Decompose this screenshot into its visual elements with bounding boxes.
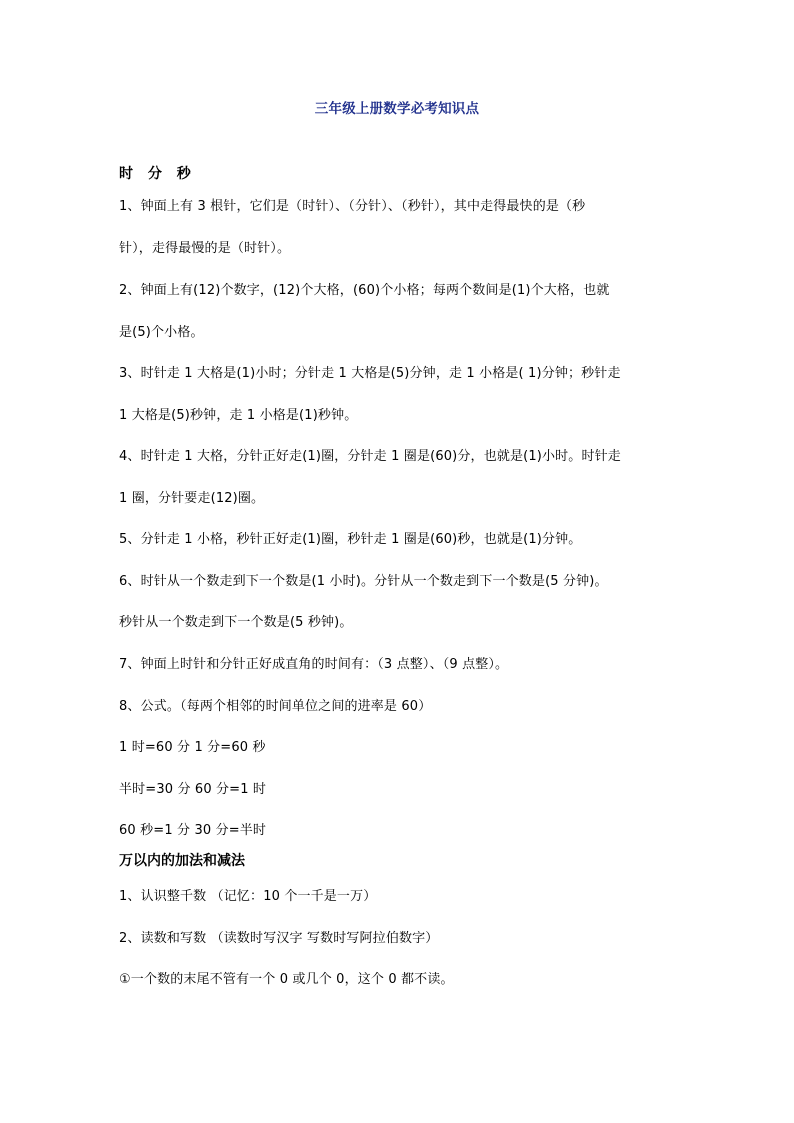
paragraph-line: 秒针从一个数走到下一个数是(5 秒钟)。 — [119, 615, 353, 630]
formula-line: 半时=30 分 60 分=1 时 — [119, 782, 267, 797]
paragraph-line: 7、钟面上时针和分针正好成直角的时间有：（3 点整）、（9 点整）。 — [119, 657, 509, 672]
document-title: 三年级上册数学必考知识点 — [314, 101, 480, 117]
formula-line: 60 秒=1 分 30 分=半时 — [119, 823, 267, 838]
section-heading-time: 时 分 秒 — [119, 166, 196, 182]
paragraph-line: 6、时针从一个数走到下一个数是(1 小时)。分针从一个数走到下一个数是(5 分钟)。 — [119, 574, 608, 589]
paragraph-line: 2、钟面上有(12)个数字，(12)个大格，(60)个小格；每两个数间是(1)个大格，也就 — [119, 283, 610, 298]
paragraph-line: 针），走得最慢的是（时针）。 — [119, 241, 291, 256]
paragraph-line: 是(5)个小格。 — [119, 325, 204, 340]
formula-line: 1 时=60 分 1 分=60 秒 — [119, 740, 266, 755]
paragraph-line: 1、认识整千数 （记忆：10 个一千是一万） — [119, 889, 377, 904]
paragraph-line: 5、分针走 1 小格，秒针正好走(1)圈，秒针走 1 圈是(60)秒，也就是(1)分钟。 — [119, 532, 582, 547]
section-heading-addition-subtraction: 万以内的加法和减法 — [119, 853, 245, 869]
paragraph-line: 3、时针走 1 大格是(1)小时；分针走 1 大格是(5)分钟，走 1 小格是( 1)分钟；秒针走 — [119, 366, 621, 381]
paragraph-line: 1、钟面上有 3 根针，它们是（时针）、（分针）、（秒针），其中走得最快的是（秒 — [119, 199, 586, 214]
paragraph-line: ①一个数的末尾不管有一个 0 或几个 0，这个 0 都不读。 — [119, 972, 454, 987]
paragraph-line: 1 大格是(5)秒钟，走 1 小格是(1)秒钟。 — [119, 408, 358, 423]
paragraph-line: 1 圈，分针要走(12)圈。 — [119, 491, 265, 506]
paragraph-line: 2、读数和写数 （读数时写汉字 写数时写阿拉伯数字） — [119, 931, 439, 946]
paragraph-line: 4、时针走 1 大格，分针正好走(1)圈，分针走 1 圈是(60)分，也就是(1)小时。时针走 — [119, 449, 621, 464]
paragraph-line: 8、公式。（每两个相邻的时间单位之间的进率是 60） — [119, 699, 432, 714]
